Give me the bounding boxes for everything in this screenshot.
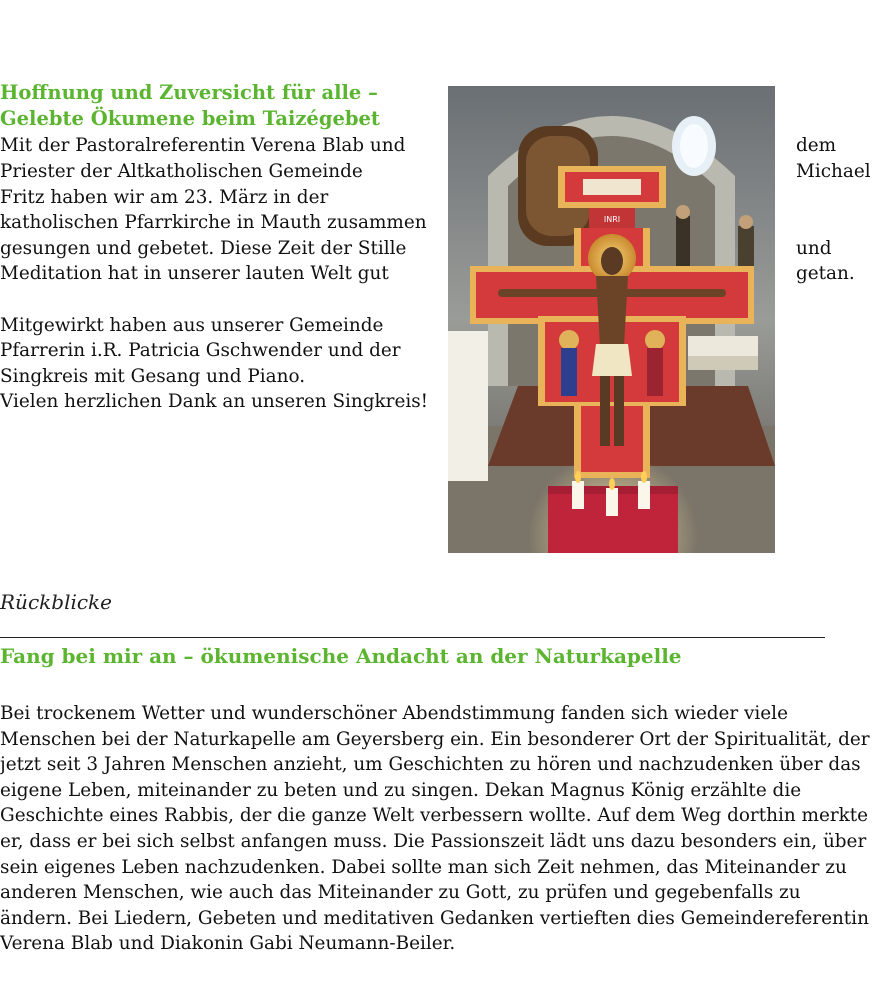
body-line: Meditation hat in unserer lauten Welt gut [0, 263, 389, 284]
body-line: Fritz haben wir am 23. März in der [0, 187, 329, 208]
article-title-line-2: Gelebte Ökumene beim Taizégebet [0, 107, 380, 130]
article-title: Fang bei mir an – ökumenische Andacht an der Naturkapelle [0, 644, 682, 668]
body-line-end: und [796, 238, 832, 259]
body-line: Priester der Altkatholischen Gemeinde [0, 161, 363, 182]
body-line: Pfarrerin i.R. Patricia Gschwender und der [0, 340, 401, 361]
section-label: Rückblicke [0, 590, 113, 614]
article-body: Bei trockenem Wetter und wunderschöner Abendstimmung fanden sich wieder viele Menschen bei der Naturkapelle am Geyersberg ein. Ein besonderer Ort der Spiritualität, der jetzt seit 3 Jahren Menschen anzieht, um Geschichten zu hören und nachzudenken über das eigene Leben, miteinander zu beten und zu singen. Dekan Magnus König erzählte die Geschichte eines Rabbis, der die ganze Welt verbessern wollte. Auf dem Weg dorthin merkte er, dass er bei sich selbst anfangen muss. Die Passionszeit lädt uns dazu besonders ein, über sein eigenes Leben nachzudenken. Dabei sollte man sich Zeit nehmen, das Miteinander zu anderen Menschen, wie auch das Miteinander zu Gott, zu prüfen und gegebenfalls zu ändern. Bei Liedern, Gebeten und meditativen Gedanken vertieften dies Gemeindereferentin Verena Blab und Diakonin Gabi Neumann-Beiler. [0, 703, 870, 955]
body-line: Mit der Pastoralreferentin Verena Blab und [0, 135, 406, 156]
cross-inscription: INRI [603, 215, 621, 224]
divider [0, 637, 825, 638]
body-line: Singkreis mit Gesang und Piano. [0, 366, 306, 387]
body-line: gesungen und gebetet. Diese Zeit der Stille [0, 238, 407, 259]
body-line-end: Michael [796, 161, 871, 182]
article-title-line-1: Hoffnung und Zuversicht für alle – [0, 81, 378, 104]
body-line-end: dem [796, 135, 837, 156]
body-line: Vielen herzlichen Dank an unseren Singkreis! [0, 391, 429, 412]
crucifix-photo [448, 86, 775, 553]
article-title [0, 80, 380, 132]
body-line-end: getan. [796, 263, 855, 284]
body-line: Mitgewirkt haben aus unserer Gemeinde [0, 315, 384, 336]
body-line: katholischen Pfarrkirche in Mauth zusammen [0, 212, 427, 233]
